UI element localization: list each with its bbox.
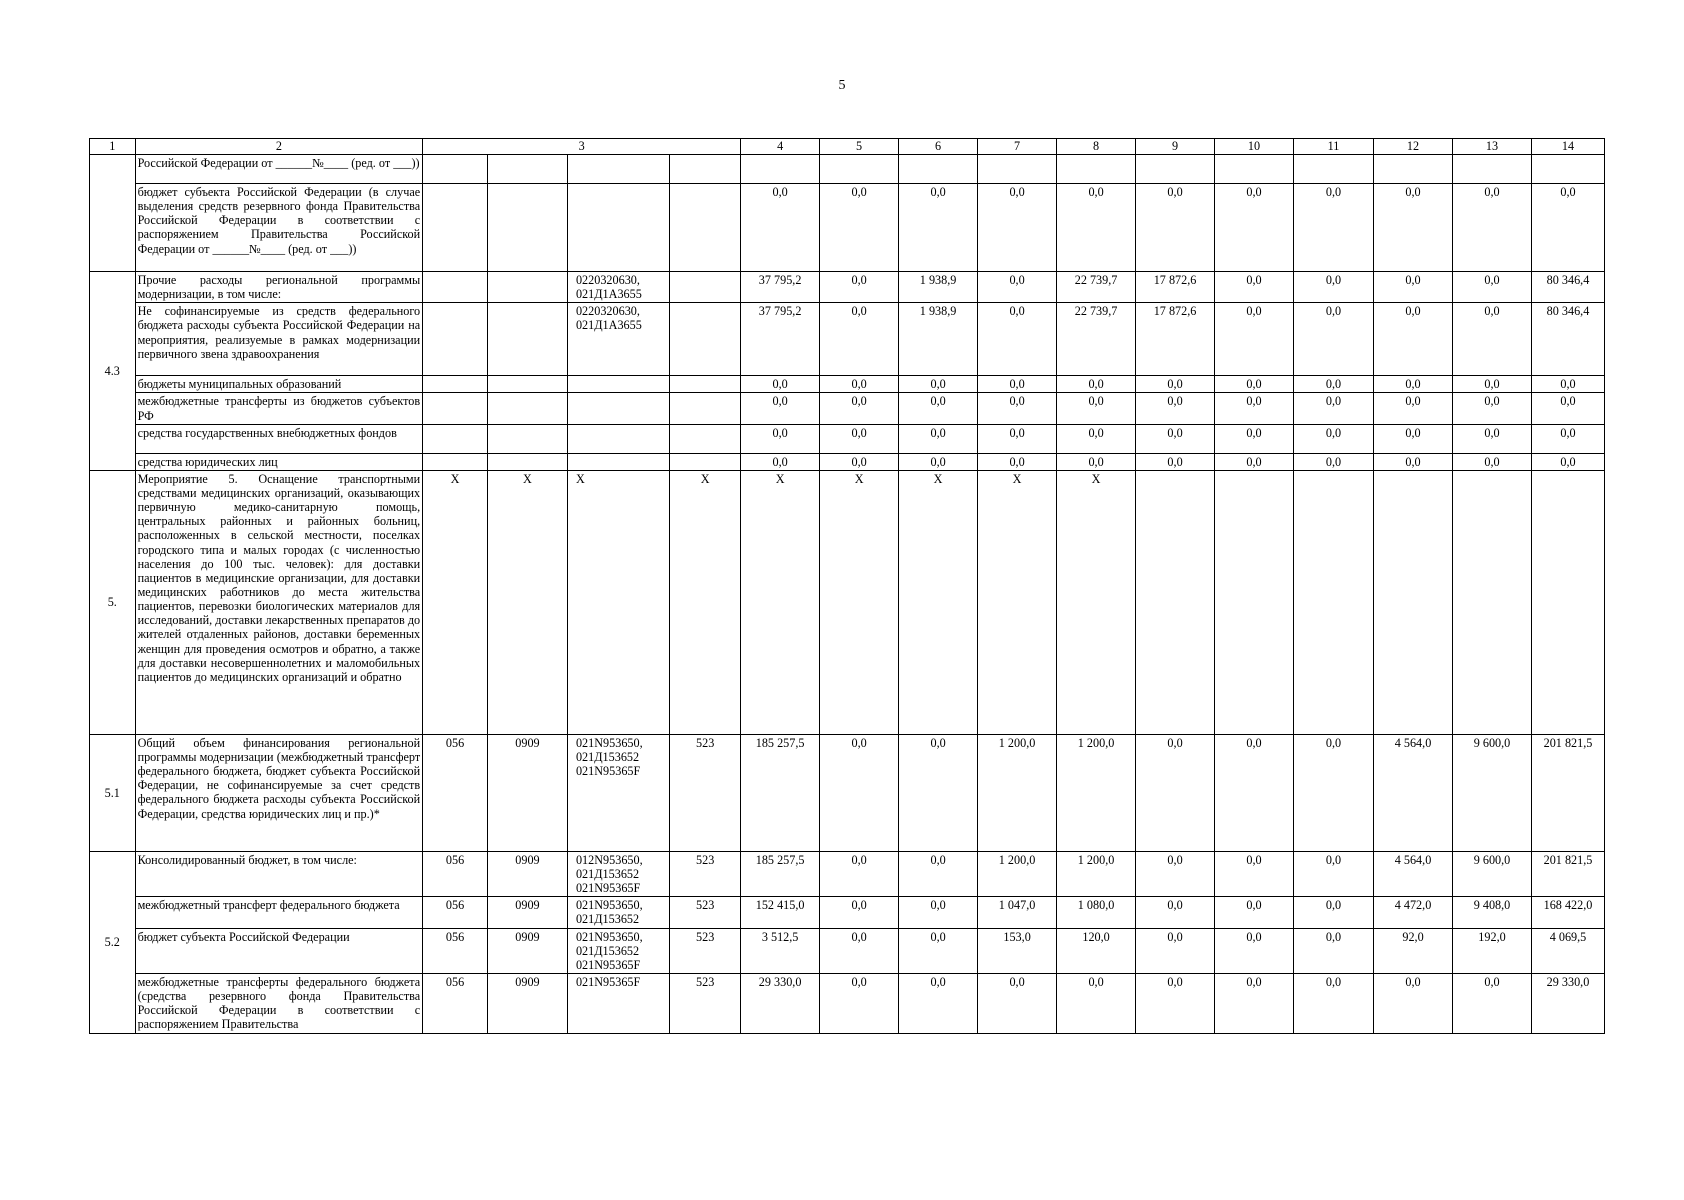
value-cell: 0,0 (1453, 376, 1532, 393)
code-cell: 523 (670, 897, 741, 928)
value-cell: 9 600,0 (1453, 851, 1532, 896)
value-cell: 0,0 (1215, 184, 1294, 272)
code-cell (670, 453, 741, 470)
row-description: бюджеты муниципальных образований (135, 376, 423, 393)
value-cell: 0,0 (1531, 453, 1604, 470)
value-cell: 17 872,6 (1136, 272, 1215, 303)
value-cell: 9 600,0 (1453, 734, 1532, 851)
value-cell (1453, 155, 1532, 184)
value-cell: 4 472,0 (1374, 897, 1453, 928)
header-cell: 14 (1531, 139, 1604, 155)
value-cell: 0,0 (820, 973, 899, 1033)
value-cell: 80 346,4 (1531, 303, 1604, 376)
value-cell: 0,0 (1136, 851, 1215, 896)
code-cell (670, 303, 741, 376)
value-cell: 0,0 (978, 973, 1057, 1033)
value-cell: 185 257,5 (741, 851, 820, 896)
code-cell: 523 (670, 734, 741, 851)
row-description: межбюджетный трансферт федерального бюджета (135, 897, 423, 928)
value-cell: 0,0 (1215, 393, 1294, 424)
value-cell: 0,0 (1136, 928, 1215, 973)
code-cell (423, 424, 488, 453)
section-number-cell: 5.1 (90, 734, 136, 851)
value-cell: 0,0 (1136, 184, 1215, 272)
code-cell (487, 184, 567, 272)
value-cell: 0,0 (1136, 424, 1215, 453)
value-cell (1531, 155, 1604, 184)
value-cell: 0,0 (1453, 973, 1532, 1033)
code-cell: 056 (423, 897, 488, 928)
value-cell: 0,0 (1294, 973, 1374, 1033)
table-row (90, 303, 1605, 376)
value-cell: 0,0 (1294, 393, 1374, 424)
value-cell: 0,0 (1453, 303, 1532, 376)
table-row (90, 851, 1605, 896)
value-cell: 80 346,4 (1531, 272, 1604, 303)
code-cell (670, 272, 741, 303)
value-cell: 0,0 (1294, 453, 1374, 470)
value-cell: 0,0 (899, 424, 978, 453)
value-cell: 0,0 (820, 424, 899, 453)
code-cell (423, 453, 488, 470)
value-cell: 0,0 (741, 453, 820, 470)
value-cell: X (978, 470, 1057, 734)
value-cell: 0,0 (978, 453, 1057, 470)
value-cell: 0,0 (899, 393, 978, 424)
table-row (90, 155, 1605, 184)
code-cell: X (670, 470, 741, 734)
row-description: межбюджетные трансферты федерального бюджета (средства резервного фонда Правительства Российской Федерации в соответствии с распоряжением Правительства (135, 973, 423, 1033)
header-cell: 13 (1453, 139, 1532, 155)
value-cell: 1 938,9 (899, 303, 978, 376)
value-cell: 0,0 (1374, 393, 1453, 424)
value-cell: 0,0 (820, 897, 899, 928)
code-cell (487, 155, 567, 184)
value-cell: 0,0 (741, 376, 820, 393)
code-cell: 021N953650, 021Д153652 (567, 897, 669, 928)
value-cell: 0,0 (820, 851, 899, 896)
value-cell: 0,0 (820, 376, 899, 393)
value-cell: 0,0 (1136, 393, 1215, 424)
value-cell: 1 080,0 (1057, 897, 1136, 928)
code-cell (670, 376, 741, 393)
code-cell (423, 184, 488, 272)
value-cell: 185 257,5 (741, 734, 820, 851)
value-cell: 0,0 (1453, 424, 1532, 453)
value-cell: 1 938,9 (899, 272, 978, 303)
code-cell: 0909 (487, 734, 567, 851)
value-cell: 4 564,0 (1374, 734, 1453, 851)
table-row (90, 393, 1605, 424)
code-cell: 523 (670, 973, 741, 1033)
value-cell (1215, 470, 1294, 734)
value-cell: 0,0 (1531, 184, 1604, 272)
value-cell: 120,0 (1057, 928, 1136, 973)
code-cell (567, 453, 669, 470)
value-cell: 168 422,0 (1531, 897, 1604, 928)
page-number: 5 (838, 78, 846, 93)
header-cell: 11 (1294, 139, 1374, 155)
value-cell: 4 069,5 (1531, 928, 1604, 973)
value-cell: 0,0 (899, 734, 978, 851)
value-cell: 0,0 (741, 393, 820, 424)
row-description: межбюджетные трансферты из бюджетов субъектов РФ (135, 393, 423, 424)
code-cell (487, 272, 567, 303)
code-cell: 0909 (487, 897, 567, 928)
value-cell: 0,0 (820, 928, 899, 973)
budget-table (89, 138, 1605, 1034)
value-cell: 22 739,7 (1057, 303, 1136, 376)
value-cell: 0,0 (899, 973, 978, 1033)
value-cell: 0,0 (1136, 453, 1215, 470)
value-cell (1453, 470, 1532, 734)
value-cell: 0,0 (741, 184, 820, 272)
value-cell: 0,0 (1531, 424, 1604, 453)
value-cell (1294, 155, 1374, 184)
value-cell (1374, 470, 1453, 734)
value-cell: 29 330,0 (741, 973, 820, 1033)
code-cell: 523 (670, 928, 741, 973)
value-cell: 0,0 (1453, 272, 1532, 303)
value-cell: 0,0 (1215, 424, 1294, 453)
value-cell: 1 200,0 (978, 851, 1057, 896)
value-cell (820, 155, 899, 184)
value-cell: 0,0 (978, 303, 1057, 376)
row-description: средства юридических лиц (135, 453, 423, 470)
code-cell (423, 393, 488, 424)
value-cell: 0,0 (1374, 973, 1453, 1033)
value-cell: 9 408,0 (1453, 897, 1532, 928)
value-cell: 0,0 (1136, 973, 1215, 1033)
value-cell: 0,0 (1294, 424, 1374, 453)
value-cell: X (820, 470, 899, 734)
code-cell (487, 303, 567, 376)
code-cell (670, 393, 741, 424)
value-cell (1294, 470, 1374, 734)
value-cell: 153,0 (978, 928, 1057, 973)
value-cell: 0,0 (899, 453, 978, 470)
table-row (90, 928, 1605, 973)
row-description: Общий объем финансирования региональной программы модернизации (межбюджетный трансферт федерального бюджета, бюджет субъекта Российской Федерации, не софинансируемые за счет средств федерального бюджета расходы субъекта Российской Федерации, средства юридических лиц и пр.)* (135, 734, 423, 851)
code-cell: 0220320630, 021Д1А3655 (567, 272, 669, 303)
value-cell: 0,0 (899, 376, 978, 393)
code-cell (670, 184, 741, 272)
value-cell: 0,0 (1294, 734, 1374, 851)
section-number-cell (90, 155, 136, 272)
code-cell (567, 155, 669, 184)
row-description: Прочие расходы региональной программы модернизации, в том числе: (135, 272, 423, 303)
code-cell: 0909 (487, 928, 567, 973)
value-cell: 0,0 (1294, 184, 1374, 272)
value-cell (1215, 155, 1294, 184)
code-cell: 012N953650, 021Д153652 021N95365F (567, 851, 669, 896)
table-row (90, 453, 1605, 470)
code-cell: 021N953650, 021Д153652 021N95365F (567, 928, 669, 973)
row-description: Не софинансируемые из средств федерального бюджета расходы субъекта Российской Федерации на мероприятия, реализуемые в рамках модернизации первичного звена здравоохранения (135, 303, 423, 376)
value-cell: 37 795,2 (741, 303, 820, 376)
value-cell: 0,0 (1294, 897, 1374, 928)
value-cell: 0,0 (978, 376, 1057, 393)
value-cell: 0,0 (1215, 928, 1294, 973)
value-cell: 0,0 (820, 734, 899, 851)
code-cell: X (567, 470, 669, 734)
value-cell: 0,0 (899, 928, 978, 973)
value-cell: 0,0 (1294, 303, 1374, 376)
section-number-cell: 4.3 (90, 272, 136, 471)
value-cell: 1 047,0 (978, 897, 1057, 928)
value-cell (1531, 470, 1604, 734)
value-cell: 1 200,0 (978, 734, 1057, 851)
code-cell (567, 376, 669, 393)
value-cell: 0,0 (820, 393, 899, 424)
value-cell: 0,0 (1294, 928, 1374, 973)
row-description: бюджет субъекта Российской Федерации (в случае выделения средств резервного фонда Правительства Российской Федерации в соответствии с распоряжением Правительства Российской Федерации от ______№____ (ред. от ___)) (135, 184, 423, 272)
code-cell: 056 (423, 734, 488, 851)
code-cell (567, 393, 669, 424)
value-cell (1136, 470, 1215, 734)
value-cell: 29 330,0 (1531, 973, 1604, 1033)
code-cell: 056 (423, 851, 488, 896)
value-cell: 0,0 (1453, 393, 1532, 424)
table-row (90, 470, 1605, 734)
value-cell: 0,0 (1215, 453, 1294, 470)
value-cell (741, 155, 820, 184)
header-cell: 7 (978, 139, 1057, 155)
value-cell: 192,0 (1453, 928, 1532, 973)
value-cell: 0,0 (1531, 393, 1604, 424)
code-cell (423, 303, 488, 376)
value-cell: 0,0 (1374, 376, 1453, 393)
code-cell: 0909 (487, 851, 567, 896)
value-cell: 0,0 (1215, 303, 1294, 376)
header-row (90, 139, 1605, 155)
header-cell: 9 (1136, 139, 1215, 155)
value-cell: X (899, 470, 978, 734)
code-cell (487, 376, 567, 393)
value-cell: 0,0 (1057, 393, 1136, 424)
value-cell: 0,0 (1215, 376, 1294, 393)
value-cell (899, 155, 978, 184)
code-cell (670, 155, 741, 184)
header-cell: 10 (1215, 139, 1294, 155)
value-cell: 0,0 (978, 272, 1057, 303)
value-cell: 201 821,5 (1531, 851, 1604, 896)
code-cell: 523 (670, 851, 741, 896)
code-cell (423, 272, 488, 303)
value-cell: 0,0 (1057, 376, 1136, 393)
code-cell (423, 376, 488, 393)
value-cell: 0,0 (1057, 424, 1136, 453)
code-cell: 021N95365F (567, 973, 669, 1033)
code-cell: 021N953650, 021Д153652 021N95365F (567, 734, 669, 851)
value-cell: 0,0 (1374, 303, 1453, 376)
value-cell: 0,0 (1531, 376, 1604, 393)
value-cell: 0,0 (820, 453, 899, 470)
value-cell: 0,0 (1215, 973, 1294, 1033)
table-row (90, 973, 1605, 1033)
code-cell: 0909 (487, 973, 567, 1033)
value-cell: 152 415,0 (741, 897, 820, 928)
value-cell: 0,0 (978, 184, 1057, 272)
value-cell: 1 200,0 (1057, 851, 1136, 896)
value-cell: 0,0 (1294, 272, 1374, 303)
value-cell: 0,0 (899, 184, 978, 272)
value-cell: 0,0 (1136, 376, 1215, 393)
value-cell: 0,0 (820, 184, 899, 272)
code-cell (487, 424, 567, 453)
code-cell (567, 184, 669, 272)
value-cell: 0,0 (1215, 897, 1294, 928)
header-cell: 4 (741, 139, 820, 155)
value-cell: 1 200,0 (1057, 734, 1136, 851)
value-cell (978, 155, 1057, 184)
value-cell (1057, 155, 1136, 184)
value-cell: 0,0 (1136, 897, 1215, 928)
value-cell: 0,0 (1374, 184, 1453, 272)
value-cell: 0,0 (741, 424, 820, 453)
value-cell: 0,0 (1057, 973, 1136, 1033)
value-cell: 0,0 (1294, 851, 1374, 896)
value-cell: 3 512,5 (741, 928, 820, 973)
value-cell: 0,0 (1057, 453, 1136, 470)
value-cell: 0,0 (1453, 184, 1532, 272)
row-description: бюджет субъекта Российской Федерации (135, 928, 423, 973)
value-cell: 0,0 (1215, 851, 1294, 896)
value-cell: 0,0 (1215, 272, 1294, 303)
value-cell: 37 795,2 (741, 272, 820, 303)
table-row (90, 272, 1605, 303)
row-description: Мероприятие 5. Оснащение транспортными средствами медицинских организаций, оказывающих первичную медико-санитарную помощь, центральных районных и районных больниц, расположенных в сельской местности, поселках городского типа и малых городах (с численностью населения до 100 тыс. человек): для доставки пациентов в медицинские организации, для доставки медицинских работников до места жительства пациентов, перевозки биологических материалов для исследований, доставки лекарственных препаратов до жителей отдаленных районов, доставки беременных женщин для проведения осмотров и обратно, а также для доставки несовершеннолетних и маломобильных пациентов до медицинских организаций и обратно (135, 470, 423, 734)
value-cell: 0,0 (899, 851, 978, 896)
value-cell: 0,0 (1453, 453, 1532, 470)
value-cell: 0,0 (1294, 376, 1374, 393)
value-cell: 0,0 (1374, 453, 1453, 470)
value-cell: 0,0 (899, 897, 978, 928)
table-row (90, 897, 1605, 928)
code-cell (487, 453, 567, 470)
code-cell (487, 393, 567, 424)
value-cell: 0,0 (978, 393, 1057, 424)
value-cell: 0,0 (978, 424, 1057, 453)
table-row (90, 734, 1605, 851)
section-number-cell: 5. (90, 470, 136, 734)
value-cell: 4 564,0 (1374, 851, 1453, 896)
header-cell: 6 (899, 139, 978, 155)
value-cell: 0,0 (820, 272, 899, 303)
table-row (90, 376, 1605, 393)
value-cell: 17 872,6 (1136, 303, 1215, 376)
value-cell: X (741, 470, 820, 734)
code-cell (567, 424, 669, 453)
value-cell: 201 821,5 (1531, 734, 1604, 851)
value-cell: 0,0 (1215, 734, 1294, 851)
value-cell: 0,0 (820, 303, 899, 376)
code-cell: 056 (423, 973, 488, 1033)
code-cell (423, 155, 488, 184)
value-cell: 0,0 (1374, 424, 1453, 453)
value-cell: 0,0 (1374, 272, 1453, 303)
code-cell: X (487, 470, 567, 734)
value-cell (1374, 155, 1453, 184)
header-cell: 3 (423, 139, 741, 155)
value-cell: 22 739,7 (1057, 272, 1136, 303)
row-description: Консолидированный бюджет, в том числе: (135, 851, 423, 896)
value-cell (1136, 155, 1215, 184)
code-cell (670, 424, 741, 453)
row-description: средства государственных внебюджетных фондов (135, 424, 423, 453)
value-cell: 0,0 (1136, 734, 1215, 851)
table-row (90, 184, 1605, 272)
header-cell: 2 (135, 139, 423, 155)
code-cell: 056 (423, 928, 488, 973)
value-cell: 92,0 (1374, 928, 1453, 973)
value-cell: 0,0 (1057, 184, 1136, 272)
row-description: Российской Федерации от ______№____ (ред. от ___)) (135, 155, 423, 184)
section-number-cell: 5.2 (90, 851, 136, 1033)
table-row (90, 424, 1605, 453)
header-cell: 8 (1057, 139, 1136, 155)
code-cell: X (423, 470, 488, 734)
header-cell: 5 (820, 139, 899, 155)
header-cell: 12 (1374, 139, 1453, 155)
header-cell: 1 (90, 139, 136, 155)
value-cell: X (1057, 470, 1136, 734)
code-cell: 0220320630, 021Д1А3655 (567, 303, 669, 376)
